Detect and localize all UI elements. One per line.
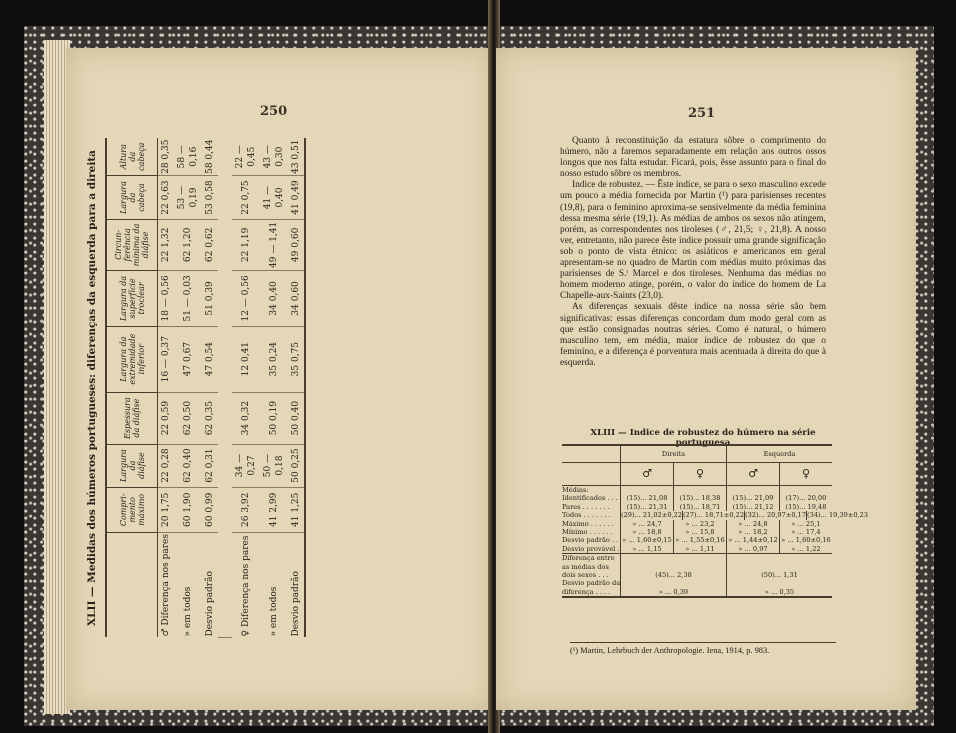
table-cell: » ... 1,44±0,12 xyxy=(726,536,779,544)
table-row xyxy=(562,511,869,520)
table-cell: 22 0,59 xyxy=(158,392,175,444)
table-cell: » ... 18,8 xyxy=(620,528,673,536)
row-label: Pares . . . . . . . xyxy=(562,502,610,511)
table-side-header xyxy=(562,446,832,463)
table-row xyxy=(562,486,832,494)
table-cell: 62 0,35 xyxy=(202,392,218,444)
table-cell: » ... 1,22 xyxy=(779,545,832,553)
row-label: Desvio padrão xyxy=(288,533,305,638)
table-cell: 22 0,63 xyxy=(158,176,175,219)
table-cell xyxy=(620,563,726,571)
table-cell: 34 0,60 xyxy=(288,271,305,327)
table-cell: » ... 25,1 xyxy=(779,520,832,528)
table-cell: (15)... 21,09 xyxy=(726,494,779,502)
table-cell: 26 3,92 xyxy=(232,487,260,533)
table-xlii-title: XLII — Medidas dos húmeros portugueses: diferenças da esquerda para a direita xyxy=(86,150,98,626)
table-sex-header xyxy=(562,463,832,486)
table-row xyxy=(562,528,832,536)
table-cell: 62 0,40 xyxy=(174,444,202,487)
col-header: Espessura da diáfise xyxy=(106,392,158,444)
table-cell: (32)... 20,97±0,17 xyxy=(745,511,807,520)
table-cell: 12 0,41 xyxy=(232,326,260,392)
table-cell: 41 0,49 xyxy=(288,176,305,219)
sex-header: ♀ xyxy=(779,463,832,485)
table-cell: 16 — 0,37 xyxy=(158,326,175,392)
table-cell: 62 0,62 xyxy=(202,219,218,271)
row-label: » em todos xyxy=(269,586,279,637)
row-label: ♀ Diferença nos pares xyxy=(241,535,251,637)
table-cell: » ... 23,2 xyxy=(673,520,726,528)
table-cell: (29)... 21,02±0,22 xyxy=(621,511,683,520)
row-label: Desvio padrão xyxy=(205,571,215,637)
table-cell: 62 1,20 xyxy=(174,219,202,271)
table-cell: » ... 24,7 xyxy=(620,520,673,528)
table-row xyxy=(562,554,832,562)
table-cell: (15)... 18,38 xyxy=(673,494,726,502)
table-cell: » ... 1,55±0,16 xyxy=(673,536,726,544)
table-row xyxy=(562,520,832,528)
table-cell: 22 — 0,45 xyxy=(232,138,260,176)
table-row xyxy=(562,579,832,587)
table-cell: 58 — 0,16 xyxy=(174,138,202,176)
table-cell: 51 — 0,03 xyxy=(174,271,202,327)
table-row xyxy=(562,571,832,579)
sex-header: ♀ xyxy=(673,463,726,485)
table-cell: 12 — 0,56 xyxy=(232,271,260,327)
side-header: Direita xyxy=(620,446,726,462)
table-row xyxy=(202,138,218,638)
table-cell: 60 1,90 xyxy=(174,487,202,533)
table-cell xyxy=(726,486,779,494)
col-header: Largura da superfície troclear xyxy=(106,271,158,327)
right-page xyxy=(496,48,916,710)
row-label: diferença . . . . xyxy=(562,587,611,596)
row-label: Desvio provável . xyxy=(562,544,620,553)
table-row xyxy=(562,563,832,571)
table-cell: (27)... 18,71±0,22 xyxy=(683,511,745,520)
table-cell: (15)... 21,31 xyxy=(620,503,673,511)
col-header: Largura da cabeça xyxy=(106,176,158,219)
table-cell: 34 0,32 xyxy=(232,392,260,444)
table-cell: 22 0,28 xyxy=(158,444,175,487)
paragraph: Quanto à reconstituição da estatura sôbre o comprimento do húmero, não a faremos separadamente em relação aos outros ossos longos que nos falta estudar. Ficará, pois, êsse assunto para o final do nosso estudo sôbre os membros. xyxy=(560,136,826,180)
row-label: Desvio padrão da xyxy=(562,579,621,588)
table-cell: 58 0,44 xyxy=(202,138,218,176)
table-cell xyxy=(673,486,726,494)
table-cell: 22 1,32 xyxy=(158,219,175,271)
table-cell: 35 0,24 xyxy=(260,326,288,392)
table-cell xyxy=(620,579,726,587)
table-cell: » ... 17,4 xyxy=(779,528,832,536)
table-cell xyxy=(726,554,832,562)
sex-header: ♂ xyxy=(726,463,779,485)
table-cell: 62 0,31 xyxy=(202,444,218,487)
table-cell: 60 0,99 xyxy=(202,487,218,533)
table-cell: 50 — 0,18 xyxy=(260,444,288,487)
table-cell: » ... 18,2 xyxy=(726,528,779,536)
paragraph: Indice de robustez. — Êste índice, se para o sexo masculino excede um pouco a média fornecida por Martin (¹) para parisienses recentes (19,8), para o feminino aproxima-se sensivelmente da média feminina dessa mesma série (19,1). As médias de ambos os sexos não atingem, porém, as correspondentes nos tiroleses (♂, 21,5; ♀, 21,8). A nosso ver, entretanto, não parece êste índice possuir uma grande significação sob o ponto de vista étnico: os asiáticos e americanos em geral apresentam-se no quadro de Martin com médias muito próximas das parisienses de S.ᵗ Marcel e dos tiroleses. Nenhuma das médias no homem moderno atinge, porém, o valor do índice do homem de La Chapelle-aux-Saints (23,0). xyxy=(560,180,826,302)
table-cell: (15)... 18,71 xyxy=(673,503,726,511)
table-cell: 28 0,35 xyxy=(158,138,175,176)
table-cell: 41 1,25 xyxy=(288,487,305,533)
table-cell: 34 — 0,27 xyxy=(232,444,260,487)
table-cell: 41 2,99 xyxy=(260,487,288,533)
table-row xyxy=(288,138,305,638)
row-label: » em todos xyxy=(183,586,193,637)
table-row xyxy=(158,138,175,638)
page-number-left: 250 xyxy=(260,104,288,119)
table-cell: 18 — 0,56 xyxy=(158,271,175,327)
table-xliii xyxy=(562,444,869,598)
table-cell: 50 0,40 xyxy=(288,392,305,444)
table-cell: (45)... 2,38 xyxy=(620,571,726,579)
row-label: Diferença entre xyxy=(562,554,615,563)
table-cell: » ... 0,39 xyxy=(620,588,726,596)
table-spacer xyxy=(218,138,232,638)
row-label: Identificados . . . xyxy=(562,494,618,503)
table-cell: (34)... 19,39±0,23 xyxy=(807,511,869,520)
table-cell: 53 — 0,19 xyxy=(174,176,202,219)
table-corner xyxy=(106,533,158,638)
col-header: Largura da extremidade inferior xyxy=(106,326,158,392)
row-label: Médias: xyxy=(562,486,589,494)
row-label: Máximo . . . . . . xyxy=(562,519,614,528)
table-cell xyxy=(620,486,673,494)
table-cell: 53 0,58 xyxy=(202,176,218,219)
table-cell: » ... 1,11 xyxy=(673,545,726,553)
col-header: Compri- mento máximo xyxy=(106,487,158,533)
table-cell: (15)... 21,12 xyxy=(726,503,779,511)
footnote: (¹) Martin, Lehrbuch der Anthropologie. Iena, 1914, p. 983. xyxy=(570,642,836,655)
table-row xyxy=(562,503,832,511)
table-cell: 47 0,67 xyxy=(174,326,202,392)
table-row xyxy=(562,494,832,502)
table-cell: (15)... 19,48 xyxy=(779,503,832,511)
body-text xyxy=(560,136,826,369)
table-xliii-title: XLIII — Indice de robustez do húmero na série portuguesa xyxy=(590,428,816,448)
rotated-table-block xyxy=(86,138,466,638)
col-header: Largura da diáfise xyxy=(106,444,158,487)
table-cell: » ... 15,8 xyxy=(673,528,726,536)
table-cell: » ... 0,97 xyxy=(726,545,779,553)
page-number-right: 251 xyxy=(688,106,716,121)
table-cell xyxy=(726,579,832,587)
table-cell: 35 0,75 xyxy=(288,326,305,392)
table-cell: 47 0,54 xyxy=(202,326,218,392)
table-cell: 43 0,51 xyxy=(288,138,305,176)
table-xlii xyxy=(105,138,306,638)
table-cell: 41 — 0,40 xyxy=(260,176,288,219)
paragraph: As diferenças sexuais dêste índice na nossa série são bem significativas: essas diferenças concordam dum modo geral com as que estão consignadas noutras séries. Como é natural, o húmero masculino tem, em média, maior índice de robustez do que o feminino, e a diferença é porventura mais acentuada à direita do que à esquerda. xyxy=(560,302,826,368)
table-cell xyxy=(620,554,726,562)
row-label: as médias dos xyxy=(562,562,609,571)
col-header: Altura da cabeça xyxy=(106,138,158,176)
table-row xyxy=(260,138,288,638)
table-cell: 22 0,75 xyxy=(232,176,260,219)
table-cell: 51 0,39 xyxy=(202,271,218,327)
table-cell: » ... 24,8 xyxy=(726,520,779,528)
row-label: dois sexos . . . xyxy=(562,570,609,579)
col-header: Circun- ferência mínima da diáfise xyxy=(106,219,158,271)
table-row xyxy=(562,545,832,553)
row-label: Desvio padrão . . xyxy=(562,536,619,545)
table-row xyxy=(562,588,832,596)
table-cell: (15)... 21,08 xyxy=(620,494,673,502)
table-cell: 62 0,50 xyxy=(174,392,202,444)
row-label: Todos . . . . . . . xyxy=(562,511,611,520)
table-cell: 43 — 0,30 xyxy=(260,138,288,176)
table-row xyxy=(174,138,202,638)
table-cell: » ... 0,35 xyxy=(726,588,832,596)
row-label: Mínimo . . . . . . xyxy=(562,527,613,536)
table-row xyxy=(232,138,260,638)
table-cell: » ... 1,60±0,16 xyxy=(779,536,832,544)
table-cell: 49 — 1,41 xyxy=(260,219,288,271)
table-cell: » ... 1,15 xyxy=(620,545,673,553)
row-label: ♂ Diferença nos pares xyxy=(161,534,171,637)
table-cell xyxy=(779,486,832,494)
table-cell: 20 1,75 xyxy=(158,487,175,533)
table-cell xyxy=(726,563,832,571)
table-cell: » ... 1,60±0,15 xyxy=(620,536,673,544)
left-page xyxy=(66,48,494,710)
table-cell: (50)... 1,31 xyxy=(726,571,832,579)
table-cell: 22 1,19 xyxy=(232,219,260,271)
table-cell: 49 0,60 xyxy=(288,219,305,271)
table-cell: (17)... 20,00 xyxy=(779,494,832,502)
table-cell: 34 0,40 xyxy=(260,271,288,327)
table-cell: 50 0,25 xyxy=(288,444,305,487)
table-row xyxy=(562,536,832,544)
table-cell: 50 0,19 xyxy=(260,392,288,444)
sex-header: ♂ xyxy=(620,463,673,485)
side-header: Esquerda xyxy=(726,446,832,462)
